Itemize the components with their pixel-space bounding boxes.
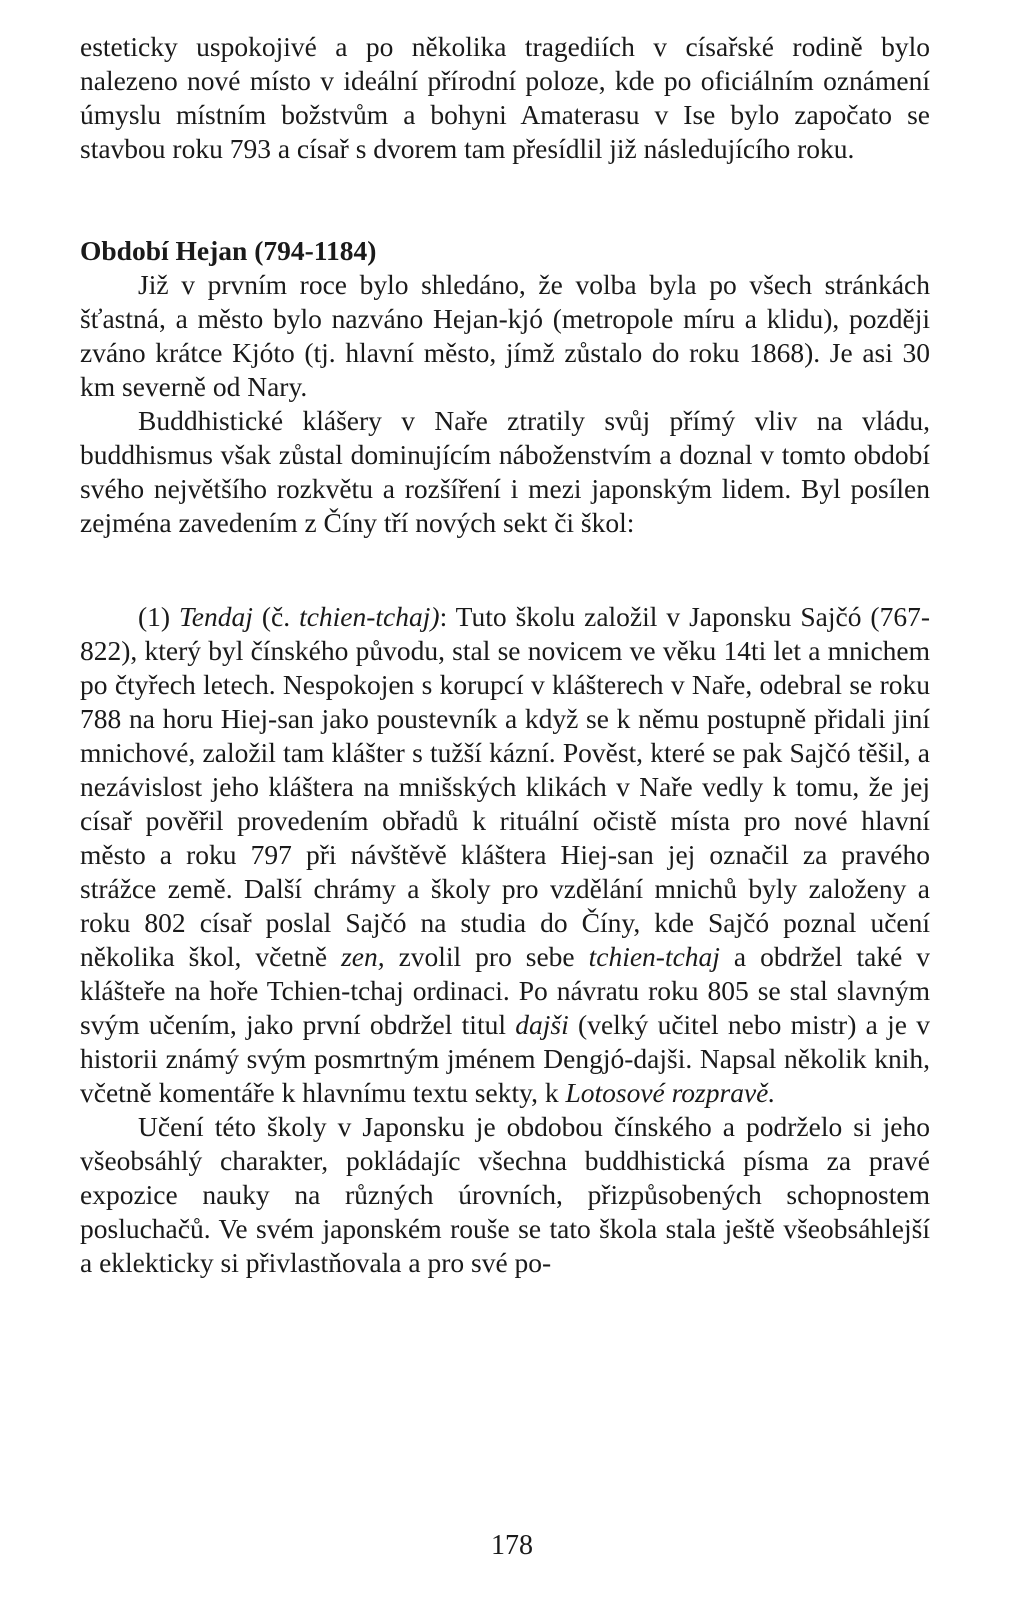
- paragraph-1: Již v prvním roce bylo shledáno, že volba byla po všech stránkách šťastná, a město bylo nazváno Hejan-kjó (metropole míru a klidu), později zváno krátce Kjóto (tj. hlavní město, jímž zůstalo do roku 1868). Je asi 30 km severně od Nary.: [80, 269, 930, 402]
- list-text-d: (velký učitel nebo mistr) a je v historii známý svým posmrtným jménem Dengjó-dajši. Napsal několik knih, včetně komentáře k hlavnímu textu sekty, k: [80, 1009, 930, 1108]
- list-item-number: (1): [138, 601, 171, 632]
- paren-open: (č.: [252, 601, 300, 632]
- term-tendaj: Tendaj: [179, 601, 253, 632]
- document-page: [80, 30, 930, 1280]
- list-item-1: [80, 600, 930, 1110]
- term-zen: zen,: [341, 941, 385, 972]
- term-lotos: Lotosové rozpravě.: [565, 1077, 776, 1108]
- page-number: 178: [491, 1530, 533, 1561]
- intro-paragraph: esteticky uspokojivé a po několika tragediích v císařské rodině bylo nalezeno nové místo v ideální přírodní poloze, kde po oficiálním oznámení úmyslu místním božstvům a bohyni Amaterasu v Ise bylo započato se stavbou roku 793 a císař s dvorem tam přesídlil již následujícího roku.: [80, 31, 930, 164]
- list-text-b: zvolil pro sebe: [384, 941, 589, 972]
- paragraph-3: Učení této školy v Japonsku je obdobou čínského a podrželo si jeho všeobsáhlý charakter, pokládajíc všechna buddhistická písma za pravé expozice nauky na různých úrovních, přizpůsobených schopnostem posluchačů. Ve svém japonském rouše se tato škola stala ještě všeobsáhlejší a eklekticky si přivlastňovala a pro své po-: [80, 1111, 930, 1278]
- list-text-a: Tuto školu založil v Japonsku Sajčó (767-822), který byl čínského původu, stal se novicem ve věku 14ti let a mnichem po čtyřech letech. Nespokojen s korupcí v klášterech v Naře, odebral se roku 788 na horu Hiej-san jako poustevník a když se k němu postupně přidali jiní mnichové, založil tam klášter s tužší kázní. Pověst, které se pak Sajčó těšil, a nezávislost jeho kláštera na mnišských klikách v Naře vedly k tomu, že jej císař pověřil provedením obřadů k rituální očistě místa pro nové hlavní město a roku 797 při návštěvě kláštera Hiej-san jej označil za pravého strážce země. Další chrámy a školy pro vzdělání mnichů byly založeny a roku 802 císař poslal Sajčó na studia do Číny, kde Sajčó poznal učení několika škol, včetně: [80, 601, 930, 972]
- term-tchientchaj: tchien-tchaj: [588, 941, 720, 972]
- term-dajsi: dajši: [515, 1009, 569, 1040]
- colon: :: [439, 601, 448, 632]
- paragraph-2: Buddhistické klášery v Naře ztratily svůj přímý vliv na vládu, buddhismus však zůstal dominujícím náboženstvím a doznal v tomto období svého největšího rozkvětu a rozšíření i mezi japonským lidem. Byl posílen zejména zavedením z Číny tří nových sekt či škol:: [80, 405, 930, 538]
- term-chinese: tchien-tchaj): [299, 601, 440, 632]
- list-text-c: a obdržel také v klášteře na hoře Tchien-tchaj ordinaci. Po návratu roku 805 se stal slavným svým učením, jako první obdržel titul: [80, 941, 931, 1040]
- section-heading: Období Hejan (794-1184): [80, 235, 377, 266]
